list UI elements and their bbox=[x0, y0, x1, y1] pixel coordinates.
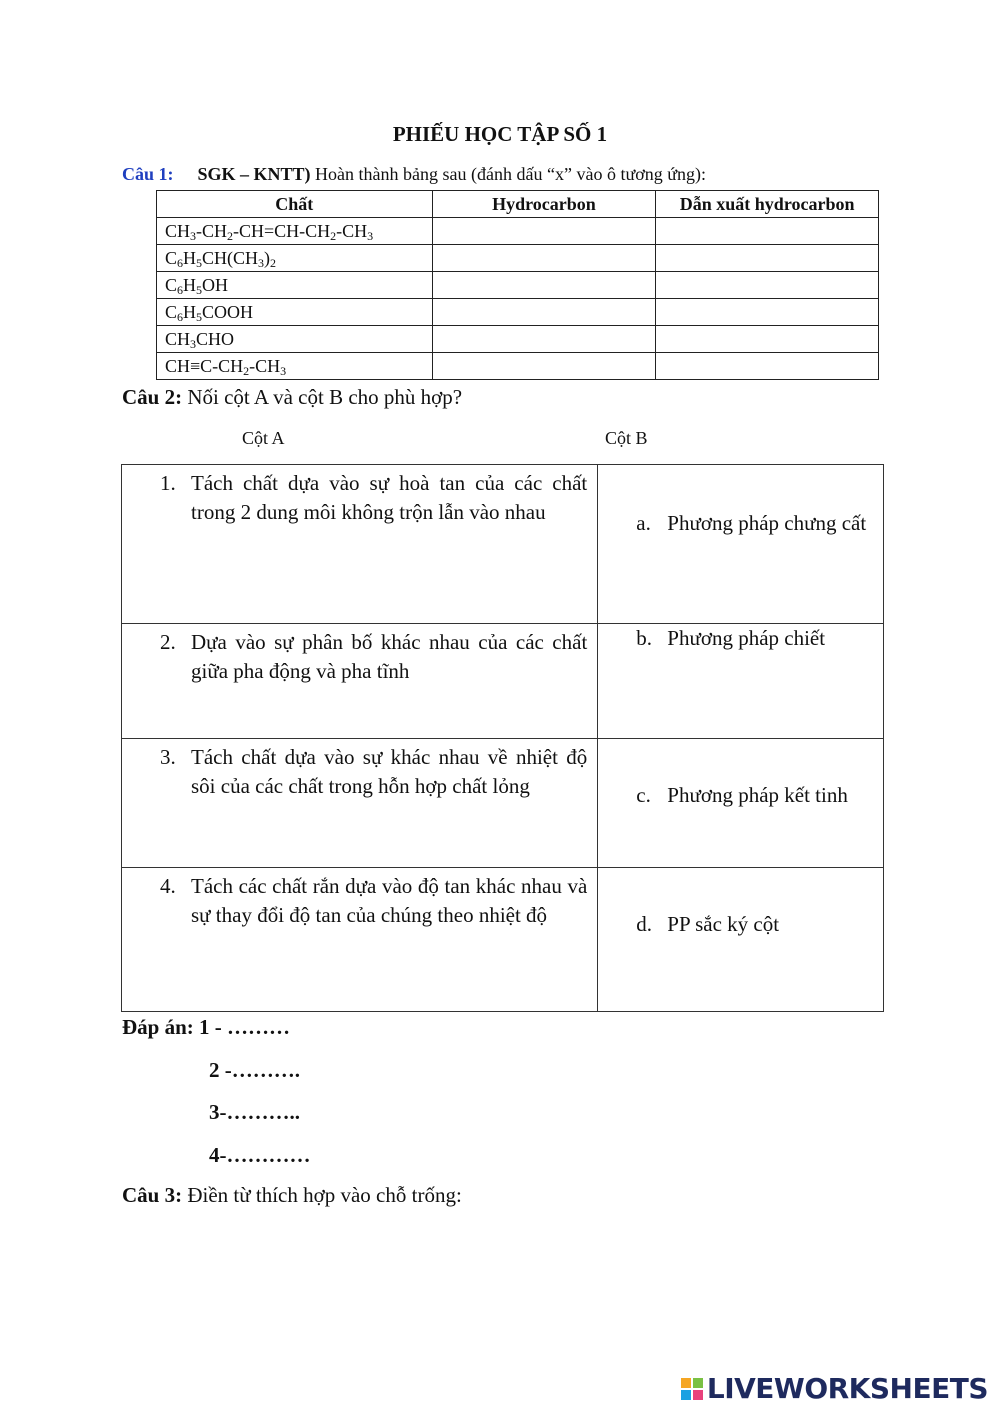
column-a-cell bbox=[122, 739, 598, 868]
table-row bbox=[157, 326, 879, 353]
question-1-number: Câu 1: bbox=[122, 164, 174, 184]
column-b-heading: Cột B bbox=[605, 428, 648, 448]
liveworksheets-logo bbox=[681, 1372, 988, 1405]
substance-cell: $CH_3-CH_2-CH=CH-CH_2-CH_3$ bbox=[157, 218, 433, 245]
question-1-text: Hoàn thành bảng sau (đánh dấu “x” vào ô tương ứng): bbox=[310, 164, 706, 184]
matching-row bbox=[122, 624, 884, 739]
answer-line bbox=[122, 1015, 290, 1040]
table-row bbox=[157, 299, 879, 326]
column-b-item: c. Phương pháp kết tinh bbox=[636, 783, 848, 807]
column-b-cell bbox=[598, 624, 884, 739]
answer-label: Đáp án: bbox=[122, 1015, 200, 1039]
header-derivative: Dẫn xuất hydrocarbon bbox=[656, 191, 879, 218]
derivative-checkbox-cell[interactable] bbox=[656, 245, 879, 272]
hydrocarbon-checkbox-cell[interactable] bbox=[432, 326, 656, 353]
matching-row bbox=[122, 465, 884, 624]
answer-blank: 4-………… bbox=[209, 1143, 311, 1167]
derivative-checkbox-cell[interactable] bbox=[656, 353, 879, 380]
column-a-item: 2. Dựa vào sự phân bố khác nhau của các chất giữa pha động và pha tĩnh bbox=[160, 630, 588, 683]
column-a-cell bbox=[122, 868, 598, 1012]
question-1 bbox=[122, 164, 706, 185]
derivative-checkbox-cell[interactable] bbox=[656, 299, 879, 326]
column-b-item: a. Phương pháp chưng cất bbox=[636, 511, 867, 535]
derivative-checkbox-cell[interactable] bbox=[656, 272, 879, 299]
answer-blank: 3-……….. bbox=[209, 1100, 300, 1124]
answer-blank: 1 - ……… bbox=[199, 1015, 291, 1039]
table-row bbox=[157, 272, 879, 299]
hydrocarbon-checkbox-cell[interactable] bbox=[432, 245, 656, 272]
column-a-cell bbox=[122, 465, 598, 624]
substance-cell: $C_6H_5COOH$ bbox=[157, 299, 433, 326]
matching-table bbox=[121, 464, 884, 1012]
column-b-item: d. PP sắc ký cột bbox=[636, 912, 780, 936]
question-2 bbox=[122, 385, 462, 410]
logo-text: LIVEWORKSHEETS bbox=[706, 1372, 988, 1405]
header-hydrocarbon: Hydrocarbon bbox=[432, 191, 656, 218]
column-a-item: 3. Tách chất dựa vào sự khác nhau về nhiệt độ sôi của các chất trong hỗn hợp chất lỏng bbox=[160, 745, 588, 798]
question-2-text: Nối cột A và cột B cho phù hợp? bbox=[182, 385, 463, 409]
question-2-number: Câu 2: bbox=[122, 385, 183, 409]
hydrocarbon-checkbox-cell[interactable] bbox=[432, 353, 656, 380]
table-row bbox=[157, 353, 879, 380]
matching-row bbox=[122, 739, 884, 868]
answer-blank: 2 -………. bbox=[209, 1058, 300, 1082]
table-row bbox=[157, 218, 879, 245]
column-a-item: 1. Tách chất dựa vào sự hoà tan của các chất trong 2 dung môi không trộn lẫn vào nhau bbox=[160, 471, 588, 524]
page-title: PHIẾU HỌC TẬP SỐ 1 bbox=[392, 122, 608, 146]
classification-table bbox=[156, 190, 879, 380]
column-a-cell bbox=[122, 624, 598, 739]
substance-cell: $C_6H_5CH(CH_3)_2$ bbox=[157, 245, 433, 272]
question-3 bbox=[122, 1183, 462, 1208]
column-b-cell bbox=[598, 868, 884, 1012]
substance-cell: $CH\equiv C-CH_2-CH_3$ bbox=[157, 353, 433, 380]
question-3-text: Điền từ thích hợp vào chỗ trống: bbox=[182, 1183, 462, 1207]
column-b-item: b. Phương pháp chiết bbox=[636, 626, 826, 650]
question-3-number: Câu 3: bbox=[122, 1183, 183, 1207]
hydrocarbon-checkbox-cell[interactable] bbox=[432, 299, 656, 326]
substance-cell: $CH_3CHO$ bbox=[157, 326, 433, 353]
header-substance: Chất bbox=[157, 191, 433, 218]
table-header-row bbox=[157, 191, 879, 218]
hydrocarbon-checkbox-cell[interactable] bbox=[432, 218, 656, 245]
question-1-source: SGK – KNTT) bbox=[197, 164, 311, 184]
matching-row bbox=[122, 868, 884, 1012]
derivative-checkbox-cell[interactable] bbox=[656, 218, 879, 245]
column-a-heading: Cột A bbox=[242, 428, 285, 448]
table-row bbox=[157, 245, 879, 272]
derivative-checkbox-cell[interactable] bbox=[656, 326, 879, 353]
column-b-cell bbox=[598, 465, 884, 624]
hydrocarbon-checkbox-cell[interactable] bbox=[432, 272, 656, 299]
column-a-item: 4. Tách các chất rắn dựa vào độ tan khác nhau và sự thay đổi độ tan của chúng theo nhiệt độ bbox=[160, 874, 588, 927]
column-b-cell bbox=[598, 739, 884, 868]
substance-cell: $C_6H_5OH$ bbox=[157, 272, 433, 299]
logo-squares-icon bbox=[681, 1378, 703, 1400]
